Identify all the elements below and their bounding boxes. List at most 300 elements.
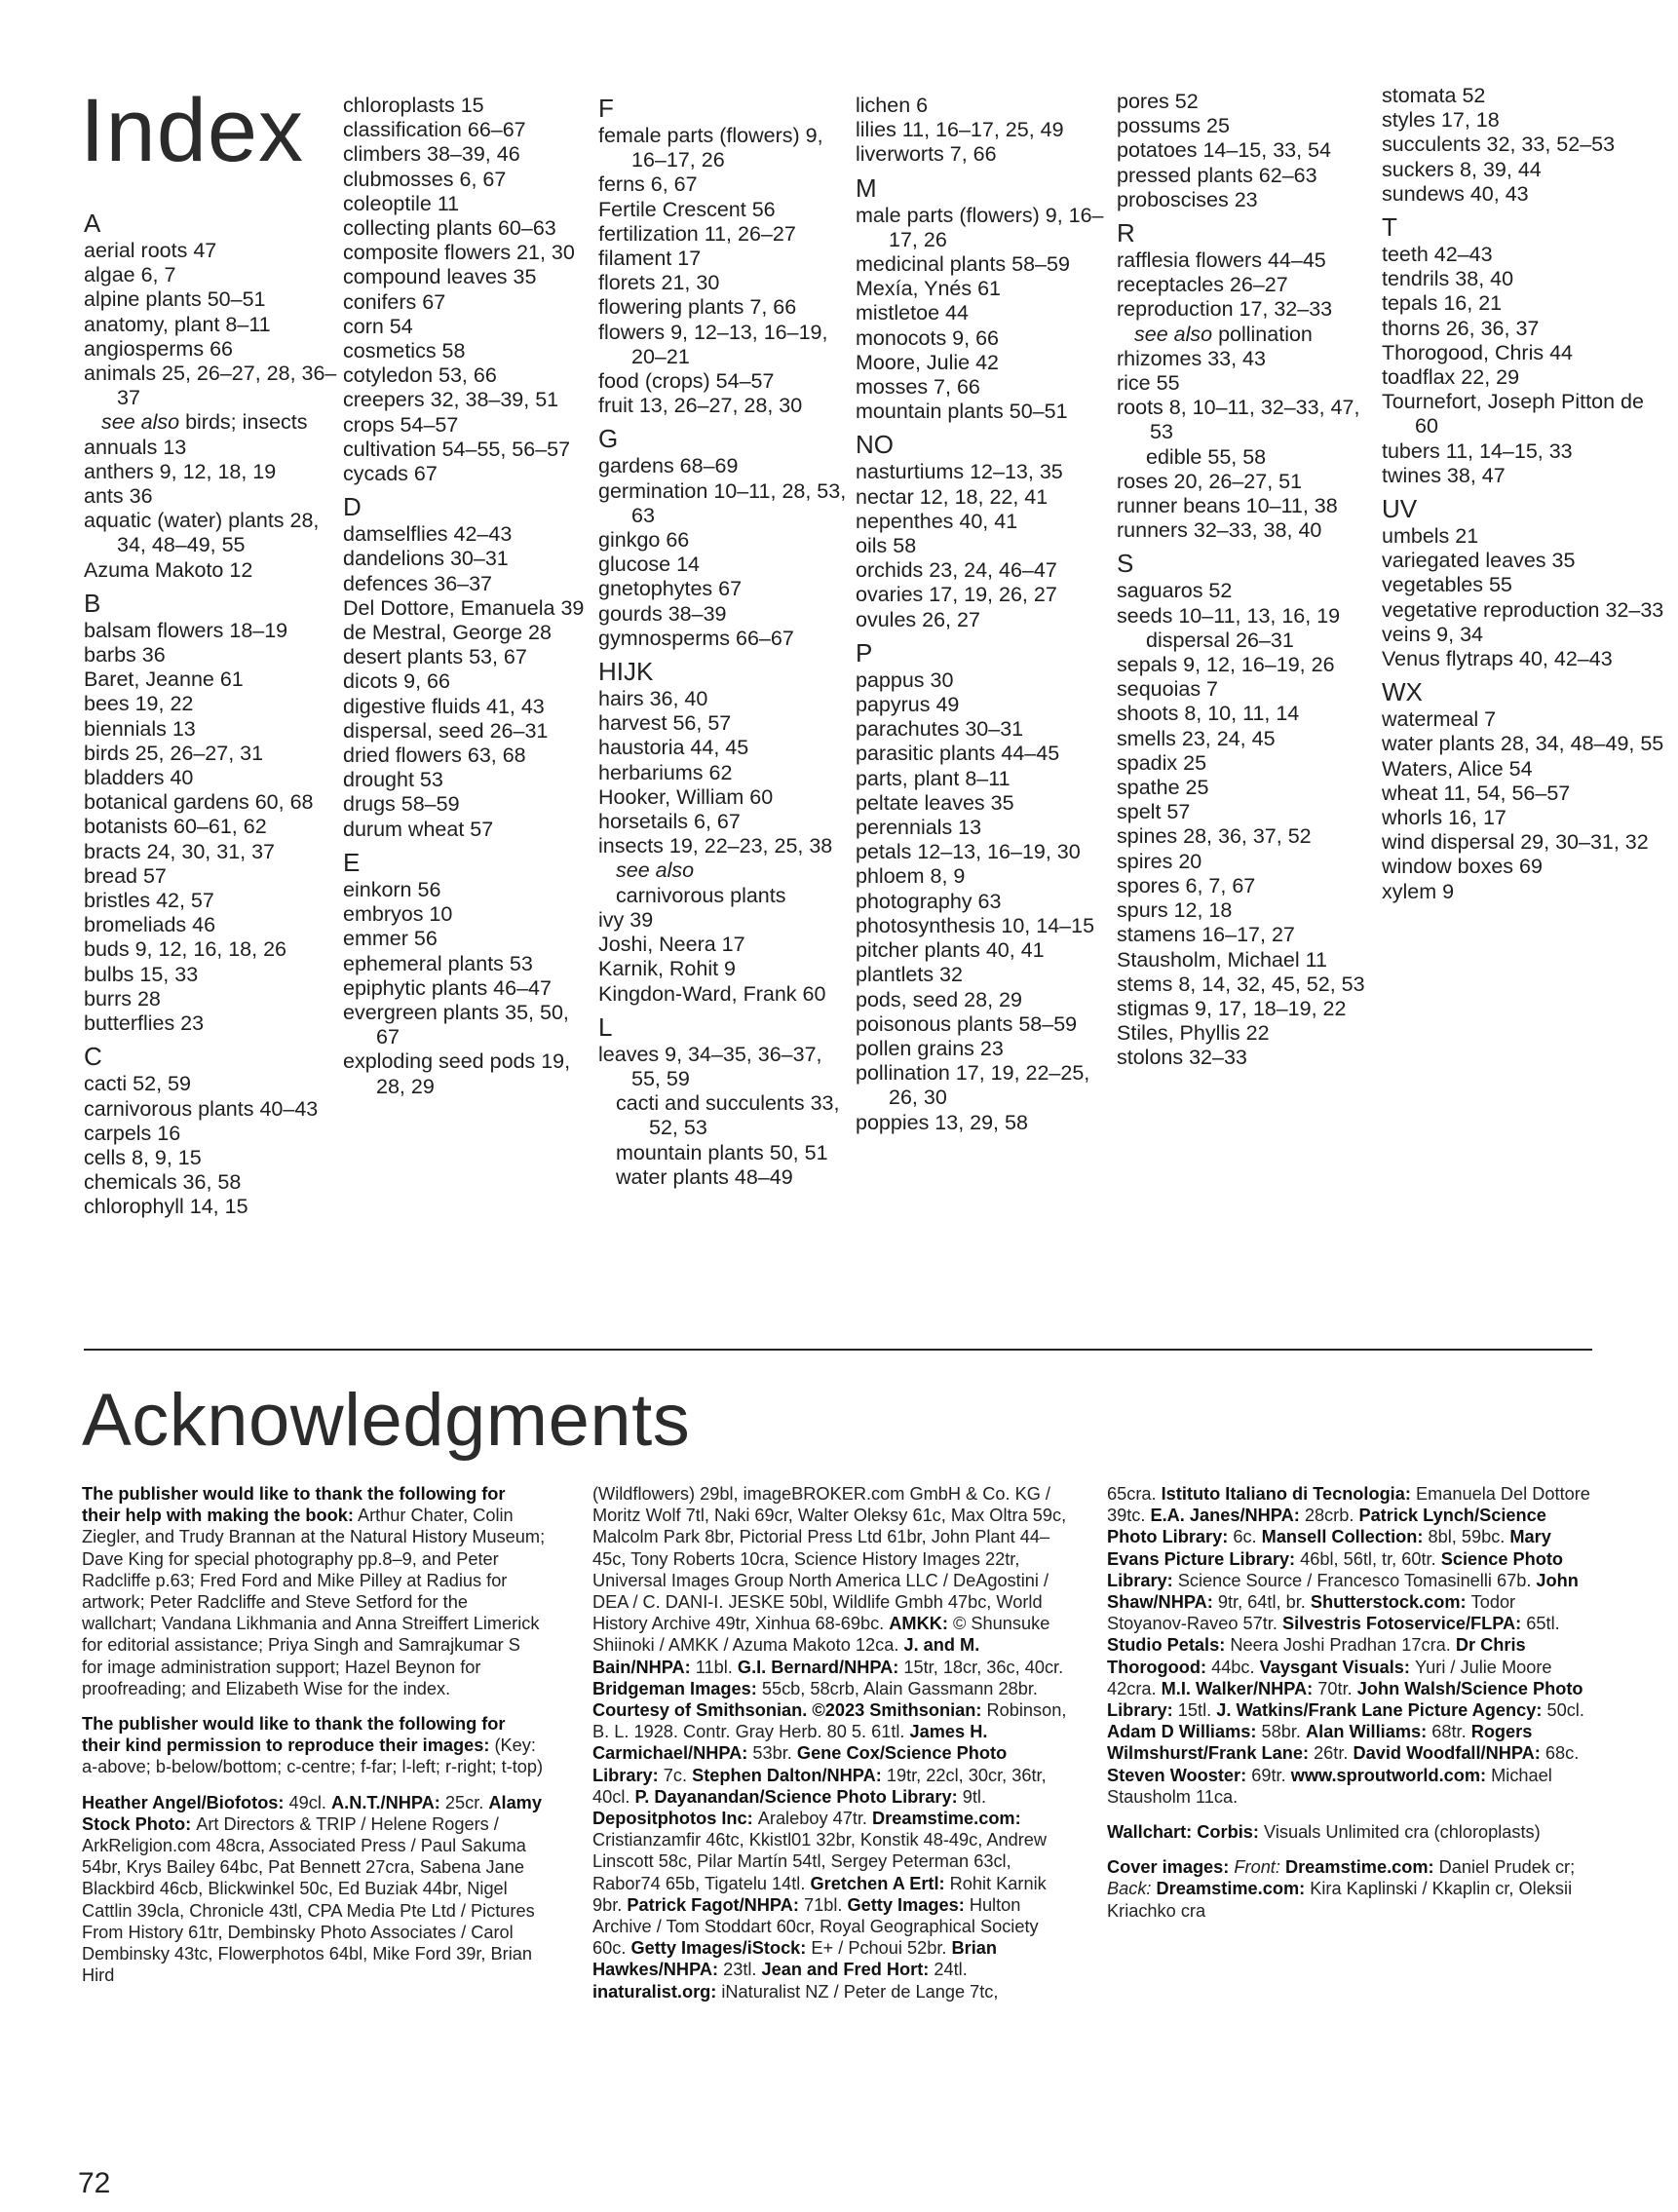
index-entry-text: stems 8, 14, 32, 45, 52, 53	[1117, 972, 1365, 996]
index-entry	[84, 1170, 337, 1195]
index-entry-text: parachutes 30–31	[856, 717, 1024, 742]
index-entry-text: compound leaves 35	[343, 265, 537, 289]
credit-detail: 15tr, 18cr, 36c, 40cr.	[903, 1657, 1064, 1677]
index-entry-text: rafflesia flowers 44–45	[1117, 248, 1326, 273]
index-entry	[598, 553, 850, 577]
index-entry-text: dispersal, seed 26–31	[343, 718, 549, 743]
index-entry	[1382, 439, 1664, 464]
index-entry	[343, 952, 591, 976]
credit-detail: 7c.	[663, 1765, 693, 1785]
index-entry	[343, 695, 591, 719]
index-entry	[84, 815, 337, 839]
index-entry	[1117, 371, 1380, 396]
index-section-letter: NO	[856, 430, 894, 460]
credit-detail: 28crb.	[1304, 1506, 1359, 1526]
index-entry-text: vegetative reproduction 32–33	[1382, 597, 1664, 622]
index-entry-text: pitcher plants 40, 41	[856, 938, 1045, 963]
credit-detail: 24tl.	[934, 1960, 968, 1980]
index-entry	[343, 572, 591, 596]
credit-detail: Cristianzamfir 46tc, Kkistl01 32br, Konstik 48-49c, Andrew Linscott 58c, Pilar Martín 54tl, Sergey Peterman 63cl, Rabor74 65b, Tigatelu 14tl.	[592, 1830, 1048, 1893]
index-entry	[856, 816, 1117, 840]
index-entry-text: crops 54–57	[343, 412, 459, 437]
index-entry-text: twines 38, 47	[1382, 463, 1506, 487]
index-entry	[343, 902, 591, 927]
credit-source: Mansell Collection:	[1261, 1527, 1429, 1547]
index-entry	[1382, 549, 1664, 573]
index-entry	[1382, 598, 1664, 623]
index-entry-text: cultivation 54–55, 56–57	[343, 437, 571, 461]
index-entry	[84, 692, 337, 716]
index-entry	[84, 889, 337, 913]
index-entry-text: desert plants 53, 67	[343, 645, 527, 669]
index-entry-text: horsetails 6, 67	[598, 810, 741, 834]
index-entry	[84, 484, 337, 509]
index-entry	[856, 252, 1117, 277]
index-entry-text: spurs 12, 18	[1117, 898, 1233, 923]
index-title: Index	[80, 81, 305, 180]
credit-detail: 8bl, 59bc.	[1428, 1527, 1510, 1547]
index-entry	[598, 528, 850, 553]
credit-detail: iNaturalist NZ / Peter de Lange 7tc,	[721, 1981, 999, 2002]
credit-detail: Daniel Prudek cr;	[1438, 1857, 1576, 1878]
index-entry-text: pores 52	[1117, 90, 1199, 113]
acknowledgment-paragraph	[1107, 1821, 1594, 1843]
index-entry-text: fertilization 11, 26–27	[598, 221, 796, 246]
credit-detail: 68tr.	[1431, 1722, 1471, 1742]
credit-source: Dreamstime.com:	[1156, 1879, 1311, 1899]
index-entry	[1382, 707, 1664, 732]
credit-source: Dreamstime.com:	[872, 1809, 1021, 1829]
index-entry	[856, 1061, 1117, 1110]
index-entry-text: wind dispersal 29, 30–31, 32	[1382, 830, 1649, 855]
index-entry	[856, 717, 1117, 742]
index-entry-text: alpine plants 50–51	[84, 287, 266, 312]
index-entry	[343, 818, 591, 842]
credit-detail: 9tl.	[962, 1786, 986, 1807]
index-entry-text: oils 58	[856, 534, 917, 558]
index-entry	[84, 619, 337, 643]
index-entry	[343, 719, 591, 744]
credit-source: E.A. Janes/NHPA:	[1150, 1506, 1305, 1526]
index-entry	[1382, 84, 1664, 108]
index-entry	[1117, 850, 1380, 874]
index-entry-text: tubers 11, 14–15, 33	[1382, 439, 1573, 463]
index-entry	[84, 558, 337, 583]
index-entry	[598, 627, 850, 651]
credit-detail: 46bl, 56tl, tr, 60tr.	[1300, 1548, 1441, 1569]
index-entry	[1382, 464, 1664, 488]
index-entry	[1117, 702, 1380, 726]
index-entry	[856, 400, 1117, 424]
index-entry-text: roots 8, 10–11, 32–33, 47, 53	[1117, 396, 1360, 444]
credit-detail: 55cb, 58crb, Alain Gassmann 28br.	[761, 1678, 1038, 1698]
index-entry	[343, 462, 591, 486]
index-section-letter: T	[1382, 212, 1397, 243]
index-entry-text: cycads 67	[343, 462, 438, 486]
credit-source: The publisher would like to thank the following for their help with making the book:	[82, 1484, 506, 1526]
index-entry-text: classification 66–67	[343, 118, 526, 142]
index-entry-text: damselflies 42–43	[343, 522, 513, 547]
index-entry	[856, 326, 1117, 351]
index-entry-text: veins 9, 34	[1382, 622, 1483, 646]
index-section-letter: L	[598, 1011, 613, 1042]
index-entry-text: animals 25, 26–27, 28, 36–37	[84, 362, 337, 410]
index-entry	[1117, 396, 1380, 444]
index-entry-text: Waters, Alice 54	[1382, 756, 1533, 781]
index-entry	[856, 914, 1117, 938]
index-entry-text: peltate leaves 35	[856, 790, 1014, 815]
index-entry	[84, 1195, 337, 1219]
index-entry	[856, 558, 1117, 583]
index-entry	[343, 744, 591, 768]
index-entry-text: Stausholm, Michael 11	[1117, 947, 1327, 972]
credit-detail: Todor Stoyanov-Raveo 57tr.	[1107, 1592, 1516, 1634]
index-entry	[1117, 138, 1380, 163]
index-entry	[343, 94, 591, 118]
index-entry-text: bristles 42, 57	[84, 889, 214, 913]
index-entry-text: emmer 56	[343, 927, 438, 951]
index-entry	[84, 1146, 337, 1170]
index-section-letter: R	[1117, 218, 1135, 248]
credit-source: Wallchart: Corbis:	[1107, 1822, 1265, 1843]
index-entry-text: rice 55	[1117, 371, 1180, 396]
index-entry	[1117, 923, 1380, 947]
index-section-letter: B	[84, 588, 101, 618]
index-entry-text: Kingdon-Ward, Frank 60	[598, 981, 826, 1006]
index-entry-text: male parts (flowers) 9, 16–17, 26	[856, 203, 1104, 251]
index-subentry	[598, 1141, 850, 1165]
index-entry	[84, 937, 337, 962]
index-entry-text: chloroplasts 15	[343, 94, 484, 117]
index-entry	[1117, 776, 1380, 800]
index-entry	[598, 1043, 850, 1091]
credit-detail: 65tl.	[1526, 1614, 1560, 1634]
index-entry-text: chlorophyll 14, 15	[84, 1195, 248, 1219]
index-entry-text: reproduction 17, 32–33	[1117, 297, 1333, 322]
index-entry-text: digestive fluids 41, 43	[343, 694, 545, 718]
credit-source: Patrick Lynch/Science Photo Library:	[1107, 1506, 1546, 1547]
index-entry-text: bracts 24, 30, 31, 37	[84, 839, 276, 863]
index-column-5	[1117, 90, 1380, 1071]
credit-source: Istituto Italiano di Tecnologia:	[1161, 1484, 1416, 1504]
index-entry-text: seeds 10–11, 13, 16, 19	[1117, 603, 1341, 628]
index-entry	[1382, 782, 1664, 806]
index-entry	[1117, 248, 1380, 273]
index-entry-text: anatomy, plant 8–11	[84, 312, 271, 336]
index-entry	[598, 124, 850, 172]
index-entry	[1382, 855, 1664, 879]
index-entry-text: Baret, Jeanne 61	[84, 667, 244, 692]
credit-source: M.I. Walker/NHPA:	[1161, 1678, 1318, 1698]
index-entry-text: butterflies 23	[84, 1011, 205, 1036]
index-entry-text: mountain plants 50–51	[856, 400, 1068, 424]
index-entry	[598, 271, 850, 295]
index-entry-text: buds 9, 12, 16, 18, 26	[84, 937, 286, 962]
see-also-label: see also	[1134, 322, 1213, 346]
credit-detail: 11bl.	[695, 1657, 738, 1677]
credit-source: Dr Chris Thorogood:	[1107, 1635, 1526, 1677]
index-entry	[1117, 800, 1380, 824]
credit-detail: 23tl.	[723, 1960, 762, 1980]
index-entry-text: phloem 8, 9	[856, 864, 966, 889]
index-entry-text: mosses 7, 66	[856, 375, 980, 400]
index-subentry	[1117, 323, 1380, 347]
index-entry-text: gardens 68–69	[598, 454, 739, 478]
acknowledgment-paragraph	[82, 1713, 546, 1778]
index-entry-text: coleoptile 11	[343, 191, 460, 215]
index-entry-text: poisonous plants 58–59	[856, 1011, 1078, 1036]
index-entry	[598, 321, 850, 369]
index-entry-text: fruit 13, 26–27, 28, 30	[598, 394, 803, 418]
index-entry	[84, 913, 337, 937]
index-entry	[856, 301, 1117, 325]
index-entry-text: plantlets 32	[856, 963, 963, 987]
credit-source: Alan Williams:	[1306, 1722, 1432, 1742]
index-entry	[856, 864, 1117, 889]
index-entry-text: ovules 26, 27	[856, 607, 980, 631]
credit-detail: 9tr, 64tl, br.	[1217, 1592, 1311, 1613]
credit-source: John Shaw/NHPA:	[1107, 1570, 1579, 1613]
credit-source: Science Photo Library:	[1107, 1548, 1564, 1590]
index-entry	[1382, 317, 1664, 341]
credit-source: Adam D Williams:	[1107, 1722, 1262, 1742]
index-entry	[856, 938, 1117, 963]
credit-detail: Rohit Karnik 9br.	[592, 1873, 1047, 1915]
index-entry-text: carpels 16	[84, 1121, 181, 1145]
index-entry	[598, 172, 850, 197]
index-entry-text: ants 36	[84, 484, 153, 509]
index-entry	[856, 668, 1117, 693]
credit-source: A.N.T./NHPA:	[331, 1792, 445, 1812]
index-section-letter: WX	[1382, 677, 1423, 707]
credit-source: inaturalist.org:	[592, 1981, 722, 2002]
index-subentry	[1117, 445, 1380, 470]
index-section-letter: D	[343, 492, 362, 522]
credit-source: Stephen Dalton/NHPA:	[692, 1765, 887, 1785]
index-entry-text: spadix 25	[1117, 750, 1207, 775]
index-entry	[1117, 1046, 1380, 1070]
credit-detail: 44bc.	[1211, 1657, 1260, 1677]
index-column-4	[856, 94, 1117, 1135]
index-entry-text: wheat 11, 54, 56–57	[1382, 781, 1571, 805]
index-entry	[856, 767, 1117, 791]
index-entry	[856, 988, 1117, 1012]
index-entry-text: Mexía, Ynés 61	[856, 277, 1001, 301]
acknowledgment-paragraph	[1107, 1483, 1594, 1808]
index-entry	[84, 509, 337, 557]
index-entry-text: sepals 9, 12, 16–19, 26	[1117, 653, 1335, 677]
index-entry-text: papyrus 49	[856, 693, 960, 717]
index-entry-text: lilies 11, 16–17, 25, 49	[856, 118, 1064, 142]
index-entry-text: birds 25, 26–27, 31	[84, 741, 264, 765]
index-entry-text: florets 21, 30	[598, 271, 720, 295]
index-entry-text: styles 17, 18	[1382, 108, 1500, 133]
index-entry	[1117, 973, 1380, 997]
index-entry	[1382, 267, 1664, 291]
index-entry	[1117, 898, 1380, 923]
index-entry-text: Hooker, William 60	[598, 784, 774, 809]
index-entry	[598, 933, 850, 957]
index-entry	[856, 1037, 1117, 1061]
index-entry-text: clubmosses 6, 67	[343, 167, 507, 191]
see-also-label: see also	[616, 858, 695, 883]
index-entry	[598, 602, 850, 627]
index-entry-text: filament 17	[598, 247, 702, 271]
index-entry-text: ivy 39	[598, 907, 654, 932]
index-entry-text: Joshi, Neera 17	[598, 933, 745, 957]
index-entry	[856, 204, 1117, 252]
index-entry	[84, 1011, 337, 1036]
index-entry-text: runner beans 10–11, 38	[1117, 494, 1338, 518]
index-section-letter: P	[856, 637, 873, 667]
index-entry-text: haustoria 44, 45	[598, 736, 749, 760]
index-entry-text: cotyledon 53, 66	[343, 363, 497, 388]
index-entry-text: creepers 32, 38–39, 51	[343, 388, 559, 412]
credit-source: Steven Wooster:	[1107, 1765, 1252, 1785]
index-entry-text: bees 19, 22	[84, 692, 194, 716]
index-section-letter: G	[598, 424, 619, 454]
index-entry	[84, 1122, 337, 1146]
index-entry	[1117, 824, 1380, 849]
index-entry	[343, 118, 591, 142]
index-entry	[598, 369, 850, 394]
index-entry-text: water plants 28, 34, 48–49, 55	[1382, 732, 1664, 756]
index-entry	[343, 621, 591, 645]
index-section-letter: M	[856, 172, 877, 203]
index-entry-text: nepenthes 40, 41	[856, 509, 1018, 533]
credit-source: Cover images:	[1107, 1857, 1235, 1878]
index-entry	[598, 295, 850, 320]
index-entry	[1382, 108, 1664, 133]
index-section-letter: HIJK	[598, 657, 654, 687]
index-entry-text: flowers 9, 12–13, 16–19, 20–21	[598, 320, 828, 368]
index-entry-text: birds; insects	[179, 410, 308, 435]
index-entry	[598, 982, 850, 1007]
index-entry	[598, 247, 850, 271]
index-entry-text: aquatic (water) plants 28, 34, 48–49, 55	[84, 509, 320, 557]
index-column-1	[84, 209, 337, 1220]
index-entry	[84, 362, 337, 410]
index-entry	[1382, 647, 1664, 671]
index-entry-text: photography 63	[856, 889, 1002, 913]
index-entry	[343, 413, 591, 438]
index-subentry	[598, 1165, 850, 1190]
index-entry	[1117, 470, 1380, 494]
index-entry	[84, 742, 337, 766]
index-entry-text: gnetophytes 67	[598, 577, 743, 601]
credit-source: www.sproutworld.com:	[1290, 1765, 1492, 1785]
index-entry	[1117, 948, 1380, 973]
credit-detail: Back:	[1107, 1879, 1157, 1899]
index-entry	[343, 339, 591, 363]
index-column-2	[343, 94, 591, 1099]
index-entry	[343, 315, 591, 339]
index-entry	[856, 510, 1117, 534]
index-entry	[84, 766, 337, 790]
credit-detail: Yuri / Julie Moore 42cra.	[1107, 1657, 1552, 1698]
index-entry	[1382, 291, 1664, 316]
index-entry-text: possums 25	[1117, 114, 1230, 138]
index-entry	[343, 1049, 591, 1098]
index-entry	[1382, 390, 1664, 439]
credit-detail: 53br.	[752, 1743, 797, 1764]
index-entry	[1117, 347, 1380, 371]
index-entry	[84, 864, 337, 889]
index-entry	[343, 547, 591, 571]
index-entry-text: stomata 52	[1382, 84, 1486, 107]
index-entry-text: perennials 13	[856, 816, 982, 840]
credit-detail: Araleboy 47tr.	[757, 1809, 873, 1829]
index-entry-text: medicinal plants 58–59	[856, 252, 1070, 277]
index-entry	[856, 534, 1117, 558]
credit-source: Getty Images:	[847, 1894, 970, 1915]
index-entry-text: sundews 40, 43	[1382, 181, 1529, 206]
index-entry-text: stigmas 9, 17, 18–19, 22	[1117, 996, 1347, 1020]
index-entry-text: annuals 13	[84, 435, 187, 459]
credit-detail: 25cr.	[444, 1792, 489, 1812]
index-entry-text: proboscises 23	[1117, 187, 1258, 211]
index-entry-text: lichen 6	[856, 94, 929, 117]
index-entry	[84, 667, 337, 692]
index-entry	[856, 1111, 1117, 1135]
credit-source: Jean and Fred Hort:	[761, 1960, 934, 1980]
credit-detail: 65cra.	[1107, 1484, 1162, 1504]
credit-source: Depositphotos Inc:	[592, 1809, 758, 1829]
index-entry-text: pods, seed 28, 29	[856, 987, 1022, 1011]
credit-source: Vaysgant Visuals:	[1259, 1657, 1416, 1677]
index-entry-text: suckers 8, 39, 44	[1382, 157, 1542, 181]
credit-detail: 50cl.	[1546, 1700, 1584, 1721]
index-entry	[1382, 623, 1664, 647]
credit-detail: 68c.	[1545, 1743, 1580, 1764]
index-entry-text: defences 36–37	[343, 571, 493, 595]
credit-detail: Art Directors & TRIP / Helene Rogers / ArkReligion.com 48cra, Associated Press / Paul Sakuma 54br, Krys Bailey 64bc, Pat Bennett 27cra, Sabena Jane Blackbird 46cb, Blickwinkel 50c, Ed Buziak 44br, Nigel Cattlin 39cla, Chronicle 43tl, CPA Media Pte Ltd / Pictures From History 61tr, Dembinsky Photo Associates / Carol Dembinsky 43tc, Flowerphotos 64bl, Mike Ford 39r, Brian Hird	[82, 1813, 535, 1986]
index-entry	[856, 608, 1117, 632]
index-entry-text: bread 57	[84, 863, 167, 888]
index-subentry	[84, 410, 337, 435]
index-entry-text: einkorn 56	[343, 877, 441, 901]
index-entry	[84, 1097, 337, 1122]
index-entry-text: stamens 16–17, 27	[1117, 923, 1295, 947]
index-entry	[1382, 133, 1664, 157]
index-entry	[598, 834, 850, 858]
index-entry-text: teeth 42–43	[1382, 243, 1493, 267]
credit-source: David Woodfall/NHPA:	[1353, 1743, 1545, 1764]
index-entry	[1117, 677, 1380, 702]
index-entry-text: composite flowers 21, 30	[343, 241, 575, 265]
index-entry-text: Azuma Makoto 12	[84, 557, 253, 582]
index-entry-text: Moore, Julie 42	[856, 350, 999, 374]
page-number: 72	[78, 2167, 111, 2199]
index-entry-text: parasitic plants 44–45	[856, 742, 1060, 766]
index-entry	[84, 239, 337, 263]
index-entry-text: dispersal 26–31	[1146, 628, 1294, 652]
index-entry	[343, 216, 591, 241]
index-entry	[1382, 341, 1664, 365]
index-entry	[84, 987, 337, 1011]
index-entry-text: vegetables 55	[1382, 573, 1512, 597]
index-entry-text: climbers 38–39, 46	[343, 142, 520, 167]
index-entry-text: parts, plant 8–11	[856, 766, 1011, 790]
see-also-label: see also	[101, 410, 180, 435]
index-entry	[84, 436, 337, 460]
index-entry-text: chemicals 36, 58	[84, 1170, 242, 1195]
index-entry-text: pollination 17, 19, 22–25, 26, 30	[856, 1061, 1090, 1110]
index-entry	[1117, 297, 1380, 322]
index-entry-text: barbs 36	[84, 643, 166, 667]
index-entry-text: ginkgo 66	[598, 528, 690, 553]
index-entry	[1117, 653, 1380, 677]
